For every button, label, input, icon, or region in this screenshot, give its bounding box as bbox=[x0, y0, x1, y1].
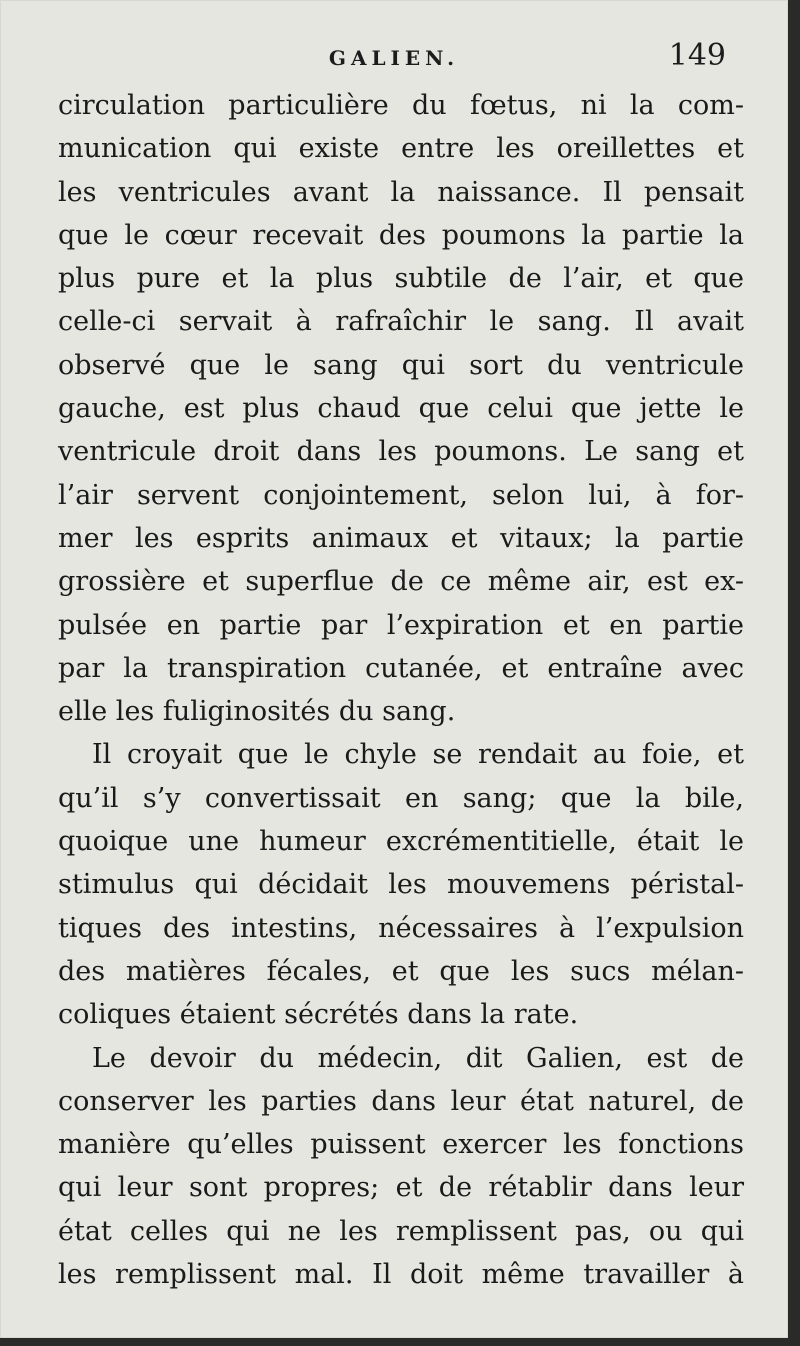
body-text bbox=[58, 84, 744, 1296]
text-line: qu’il s’y convertissait en sang; que la bile, bbox=[58, 782, 744, 814]
text-line: stimulus qui décidait les mouvemens péristal- bbox=[58, 869, 744, 901]
text-line: plus pure et la plus subtile de l’air, et que bbox=[58, 263, 744, 295]
text-line: état celles qui ne les remplissent pas, ou qui bbox=[58, 1215, 744, 1247]
text-line: coliques étaient sécrétés dans la rate. bbox=[58, 999, 579, 1031]
text-line: les ventricules avant la naissance. Il pensait bbox=[58, 176, 744, 208]
text-line: des matières fécales, et que les sucs mélan- bbox=[58, 955, 744, 987]
text-line: les remplissent mal. Il doit même travailler à bbox=[58, 1259, 744, 1291]
text-line: grossière et superflue de ce même air, est ex- bbox=[58, 566, 744, 598]
text-line: pulsée en partie par l’expiration et en partie bbox=[58, 609, 744, 641]
text-line: conserver les parties dans leur état naturel, de bbox=[58, 1085, 744, 1117]
text-line: observé que le sang qui sort du ventricule bbox=[58, 349, 744, 381]
text-line: par la transpiration cutanée, et entraîne avec bbox=[58, 652, 744, 684]
text-line: manière qu’elles puissent exercer les fonctions bbox=[58, 1129, 744, 1161]
text-line: celle-ci servait à rafraîchir le sang. Il avait bbox=[58, 306, 744, 338]
text-line: l’air servent conjointement, selon lui, à for- bbox=[58, 479, 744, 511]
text-line: munication qui existe entre les oreillettes et bbox=[58, 133, 744, 165]
text-line: Le devoir du médecin, dit Galien, est de bbox=[92, 1042, 744, 1074]
text-line: ventricule droit dans les poumons. Le sang et bbox=[58, 436, 744, 468]
text-line: mer les esprits animaux et vitaux; la partie bbox=[58, 522, 744, 554]
text-line: gauche, est plus chaud que celui que jette le bbox=[58, 393, 744, 425]
text-line: elle les fuliginosités du sang. bbox=[58, 696, 456, 728]
text-line: Il croyait que le chyle se rendait au foie, et bbox=[92, 739, 744, 771]
page-header bbox=[58, 40, 730, 80]
text-line: circulation particulière du fœtus, ni la com- bbox=[58, 90, 744, 121]
text-line: tiques des intestins, nécessaires à l’expulsion bbox=[58, 912, 744, 944]
page-number: 149 bbox=[668, 38, 726, 73]
text-line: que le cœur recevait des poumons la partie la bbox=[58, 219, 744, 251]
running-title: GALIEN. bbox=[328, 46, 460, 70]
text-line: qui leur sont propres; et de rétablir dans leur bbox=[58, 1172, 744, 1204]
text-line: quoique une humeur excrémentitielle, était le bbox=[58, 826, 744, 858]
